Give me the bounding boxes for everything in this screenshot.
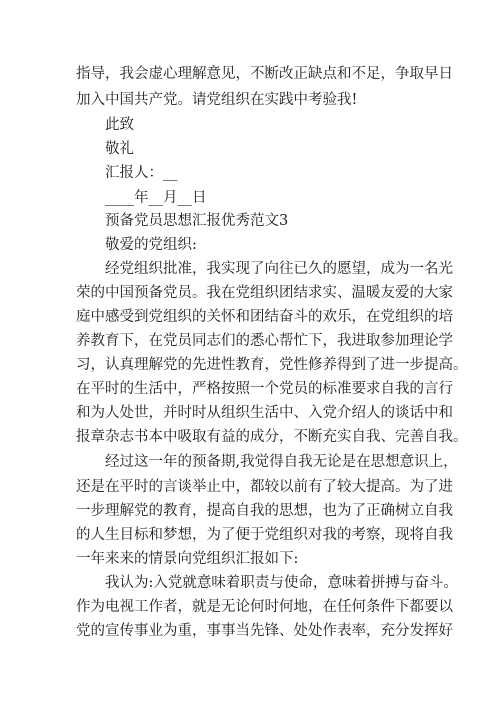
text-line: 报章杂志书本中吸取有益的成分，不断充实自我、完善自我。 bbox=[76, 429, 468, 445]
text-line: 加入中国共产党。请党组织在实践中考验我! bbox=[76, 92, 358, 108]
text-line: 一年来来的情景向党组织汇报如下: bbox=[76, 551, 299, 567]
reporter-line: 汇报人：__ bbox=[105, 165, 178, 181]
date-line: ____年__月__日 bbox=[105, 190, 207, 206]
text-line: 习，认真理解党的先进性教育，党性修养得到了进一步提高。 bbox=[76, 357, 468, 373]
text-line: 的人生目标和梦想，为了便于党组织对我的考察，现将自我 bbox=[76, 527, 453, 543]
salutation-line: 此致 bbox=[105, 117, 134, 133]
text-line: 荣的中国预备党员。我在党组织团结求实、温暖友爱的大家 bbox=[76, 285, 453, 301]
text-line: 指导，我会虚心理解意见，不断改正缺点和不足，争取早日 bbox=[76, 66, 453, 82]
text-line: 庭中感受到党组织的关怀和团结奋斗的欢乐，在党组织的培 bbox=[76, 309, 453, 325]
text-line: 作为电视工作者，就是无论何时何地，在任何条件下都要以 bbox=[76, 599, 453, 615]
text-line: 养教育下，在党员同志们的悉心帮忙下，我进取参加理论学 bbox=[76, 333, 453, 349]
text-line: 一步理解党的教育，提高自我的思想，也为了正确树立自我 bbox=[76, 503, 453, 519]
text-line: 经党组织批准，我实现了向往已久的愿望，成为一名光 bbox=[105, 261, 453, 277]
greeting-line: 敬爱的党组织: bbox=[105, 237, 197, 253]
text-line: 党的宣传事业为重，事事当先锋、处处作表率，充分发挥好 bbox=[76, 623, 453, 639]
text-line: 在平时的生活中，严格按照一个党员的标准要求自我的言行 bbox=[76, 381, 453, 397]
text-line: 经过这一年的预备期,我觉得自我无论是在思想意识上， bbox=[105, 454, 458, 470]
section-title: 预备党员思想汇报优秀范文3 bbox=[105, 213, 289, 229]
text-line: 还是在平时的言谈举止中，都较以前有了较大提高。为了进 bbox=[76, 479, 453, 495]
text-line: 我认为:入党就意味着职责与使命，意味着拼搏与奋斗。 bbox=[105, 575, 458, 591]
text-line: 和为人处世，并时时从组织生活中、入党介绍人的谈话中和 bbox=[76, 405, 453, 421]
salutation-line: 敬礼 bbox=[105, 141, 134, 157]
